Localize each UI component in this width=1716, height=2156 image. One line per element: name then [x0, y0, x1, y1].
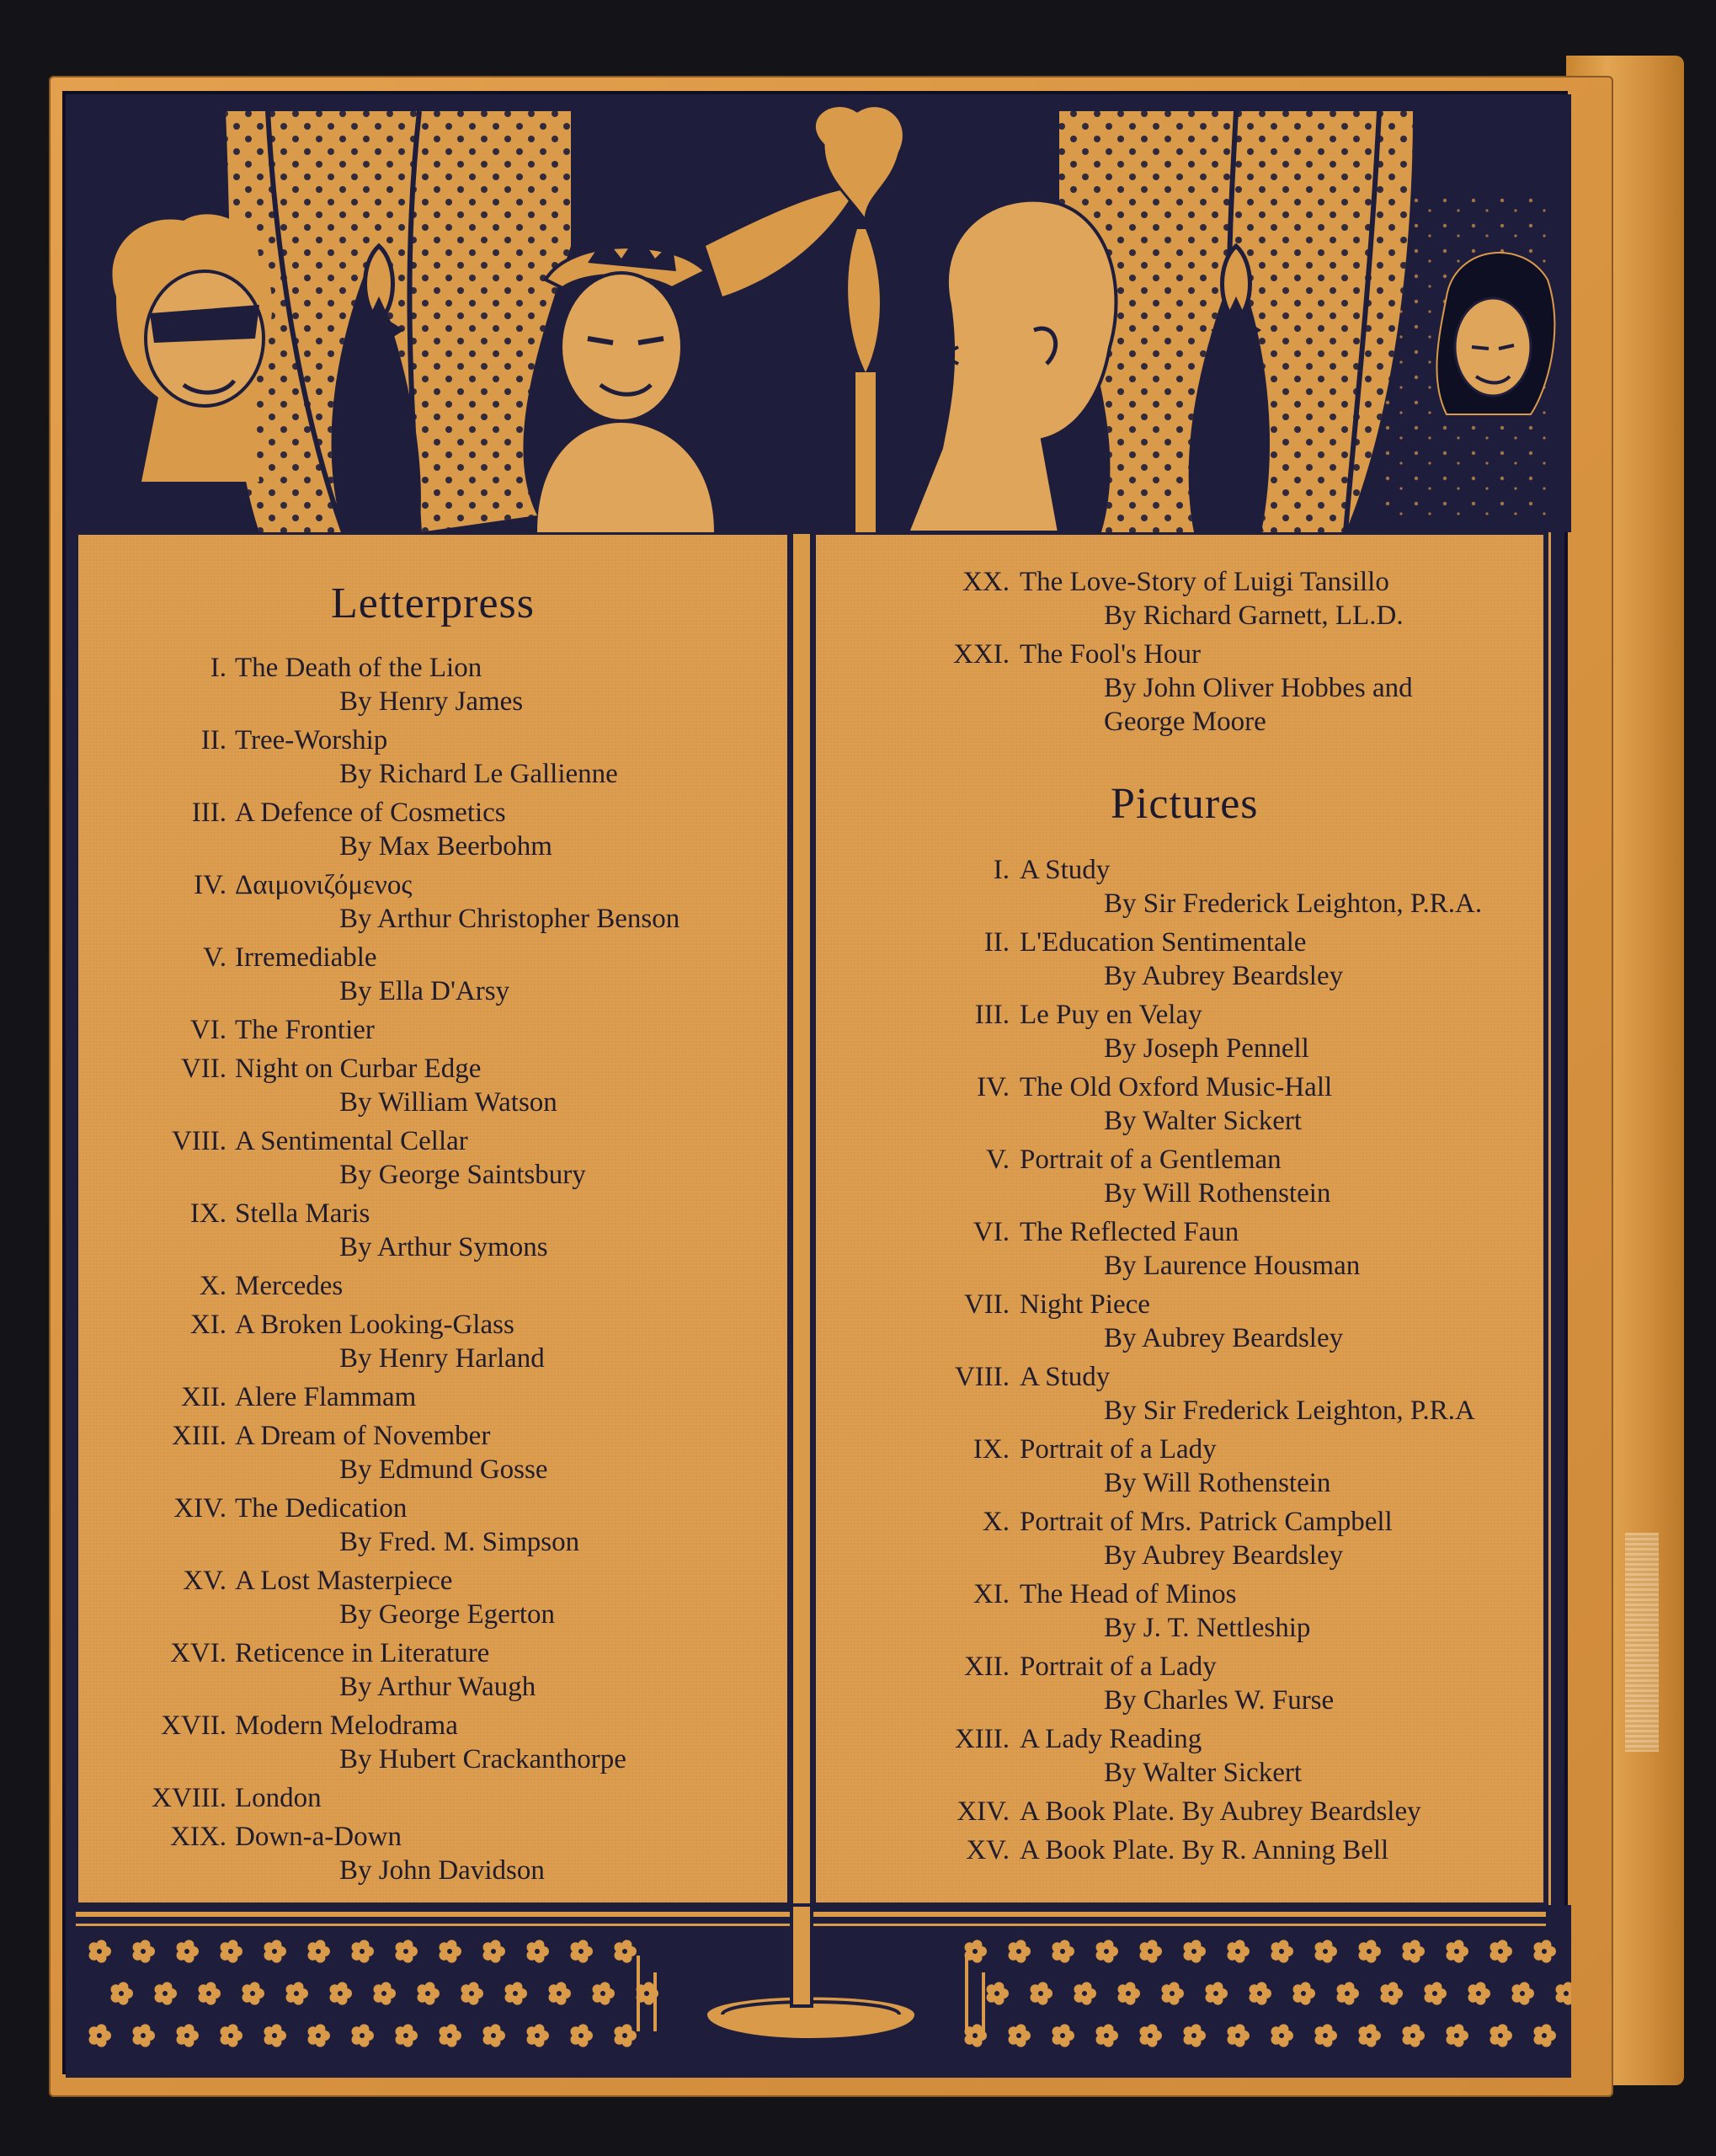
entry-number: XIII. — [954, 1724, 1010, 1754]
starry-footer — [66, 1905, 1571, 2078]
entry-number: XIII. — [171, 1421, 226, 1451]
entry-number: XII. — [963, 1652, 1010, 1682]
entry-number: III. — [974, 1000, 1010, 1030]
entry-byline: By Will Rothenstein — [1104, 1178, 1331, 1209]
entry-title: Reticence in Literature — [235, 1638, 490, 1668]
entry-byline: By Walter Sickert — [1104, 1758, 1303, 1788]
dark-haired-woman-icon — [1436, 253, 1554, 414]
entry-title: Δαιμονιζόμενος — [235, 870, 413, 900]
entry-number: XXI. — [953, 639, 1010, 670]
entry-byline: By Edmund Gosse — [339, 1454, 548, 1485]
entry-number: VI. — [973, 1217, 1010, 1247]
entry-number: XVII. — [161, 1710, 226, 1741]
entry-byline: By Henry James — [339, 686, 524, 717]
entry-title: Tree-Worship — [235, 725, 388, 755]
entry-byline: By Aubrey Beardsley — [1104, 1323, 1344, 1353]
entry-byline: By John Oliver Hobbes and — [1104, 673, 1413, 703]
entry-title: The Head of Minos — [1020, 1579, 1237, 1609]
entry-number: XII. — [180, 1382, 226, 1412]
entry-byline: By Arthur Christopher Benson — [339, 904, 680, 934]
entry-byline: By Max Beerbohm — [339, 831, 552, 862]
entry-title: Portrait of a Lady — [1020, 1434, 1217, 1465]
candle-stem — [66, 532, 1571, 1905]
entry-byline: By Arthur Waugh — [339, 1672, 536, 1702]
entry-title: Stella Maris — [235, 1198, 370, 1229]
entry-title: A Lost Masterpiece — [235, 1566, 453, 1596]
entry-byline: By Charles W. Furse — [1104, 1685, 1335, 1716]
entry-title: The Love-Story of Luigi Tansillo — [1020, 567, 1389, 597]
entry-number: XVI. — [170, 1638, 226, 1668]
entry-number: XIX. — [170, 1822, 226, 1852]
entry-title: Portrait of Mrs. Patrick Campbell — [1020, 1507, 1393, 1537]
entry-number: VII. — [963, 1289, 1010, 1320]
entry-title: A Study — [1020, 855, 1111, 885]
entry-byline: By Richard Le Gallienne — [339, 759, 618, 789]
entry-byline: By Henry Harland — [339, 1343, 545, 1374]
entry-number: V. — [986, 1145, 1010, 1175]
entry-byline: By Aubrey Beardsley — [1104, 961, 1344, 991]
entry-number: IV. — [194, 870, 226, 900]
entry-number: X. — [199, 1271, 226, 1301]
entry-number: IX. — [189, 1198, 226, 1229]
entry-byline: By Laurence Housman — [1104, 1251, 1361, 1281]
cover-frame — [62, 91, 1568, 2074]
entry-title: A Sentimental Cellar — [235, 1126, 468, 1156]
entry-byline: By Sir Frederick Leighton, P.R.A. — [1104, 889, 1483, 919]
entry-number: XI. — [973, 1579, 1010, 1609]
entry-byline: By Arthur Symons — [339, 1232, 548, 1262]
entry-number: VIII. — [171, 1126, 226, 1156]
entry-number: VI. — [189, 1015, 226, 1045]
entry-byline: By Walter Sickert — [1104, 1106, 1303, 1136]
entry-number: IX. — [973, 1434, 1010, 1465]
entry-byline: By William Watson — [339, 1087, 557, 1118]
entry-number: II. — [983, 927, 1010, 958]
entry-number: V. — [203, 942, 226, 973]
entry-title: Night on Curbar Edge — [235, 1054, 482, 1084]
entry-byline: By Aubrey Beardsley — [1104, 1540, 1344, 1571]
entry-title: The Old Oxford Music-Hall — [1020, 1072, 1333, 1102]
entry-byline: By Ella D'Arsy — [339, 976, 510, 1006]
entry-byline: By Will Rothenstein — [1104, 1468, 1331, 1498]
entry-title: A Book Plate. By R. Anning Bell — [1020, 1835, 1389, 1865]
entry-byline: By J. T. Nettleship — [1104, 1613, 1311, 1643]
entry-title: The Reflected Faun — [1020, 1217, 1239, 1247]
entry-title: The Death of the Lion — [235, 653, 482, 683]
entry-number: XIV. — [173, 1493, 226, 1524]
entry-number: I. — [993, 855, 1010, 885]
pictures-heading: Pictures — [1111, 780, 1259, 828]
entry-number: XI. — [189, 1310, 226, 1340]
entry-number: XV. — [183, 1566, 226, 1596]
entry-title: Portrait of a Gentleman — [1020, 1145, 1282, 1175]
entry-number: VIII. — [954, 1362, 1010, 1392]
entry-title: Mercedes — [235, 1271, 344, 1301]
theatre-illustration — [66, 94, 1571, 532]
entry-title: A Study — [1020, 1362, 1111, 1392]
entry-number: VII. — [180, 1054, 226, 1084]
entry-number: XVIII. — [152, 1783, 226, 1813]
entry-byline: By Richard Garnett, LL.D. — [1104, 600, 1404, 631]
entry-title: Le Puy en Velay — [1020, 1000, 1202, 1030]
star-flower-icon — [1556, 1982, 1571, 2004]
entry-title: The Fool's Hour — [1020, 639, 1201, 670]
entry-number: XIV. — [957, 1796, 1010, 1827]
entry-title: Alere Flammam — [235, 1382, 417, 1412]
entry-title: Portrait of a Lady — [1020, 1652, 1217, 1682]
entry-title: The Dedication — [235, 1493, 408, 1524]
entry-number: I. — [210, 653, 226, 683]
entry-title: Night Piece — [1020, 1289, 1150, 1320]
entry-title: L'Education Sentimentale — [1020, 927, 1307, 958]
entry-number: II. — [200, 725, 226, 755]
entry-title: Modern Melodrama — [235, 1710, 458, 1741]
entry-title: A Dream of November — [235, 1421, 491, 1451]
entry-number: XV. — [966, 1835, 1010, 1865]
entry-byline: By Joseph Pennell — [1104, 1033, 1309, 1064]
entry-number: IV. — [977, 1072, 1010, 1102]
entry-byline: By Sir Frederick Leighton, P.R.A — [1104, 1396, 1475, 1426]
entry-title: A Lady Reading — [1020, 1724, 1202, 1754]
entry-byline: By Fred. M. Simpson — [339, 1527, 580, 1557]
letterpress-heading: Letterpress — [331, 579, 536, 627]
entry-title: A Broken Looking-Glass — [235, 1310, 514, 1340]
entry-number: III. — [191, 798, 226, 828]
entry-title: Down-a-Down — [235, 1822, 402, 1852]
entry-title: A Defence of Cosmetics — [235, 798, 506, 828]
entry-byline: By Hubert Crackanthorpe — [339, 1744, 626, 1774]
spine-wear — [1625, 1533, 1659, 1752]
entry-number: XX. — [962, 567, 1010, 597]
entry-byline: By John Davidson — [339, 1855, 545, 1886]
entry-byline: By George Saintsbury — [339, 1160, 586, 1190]
entry-title: A Book Plate. By Aubrey Beardsley — [1020, 1796, 1421, 1827]
entry-title: Irremediable — [235, 942, 377, 973]
entry-number: X. — [982, 1507, 1010, 1537]
entry-byline-continued: George Moore — [1104, 707, 1266, 737]
entry-byline: By George Egerton — [339, 1599, 555, 1630]
entry-title: The Frontier — [235, 1015, 375, 1045]
entry-title: London — [235, 1783, 322, 1813]
